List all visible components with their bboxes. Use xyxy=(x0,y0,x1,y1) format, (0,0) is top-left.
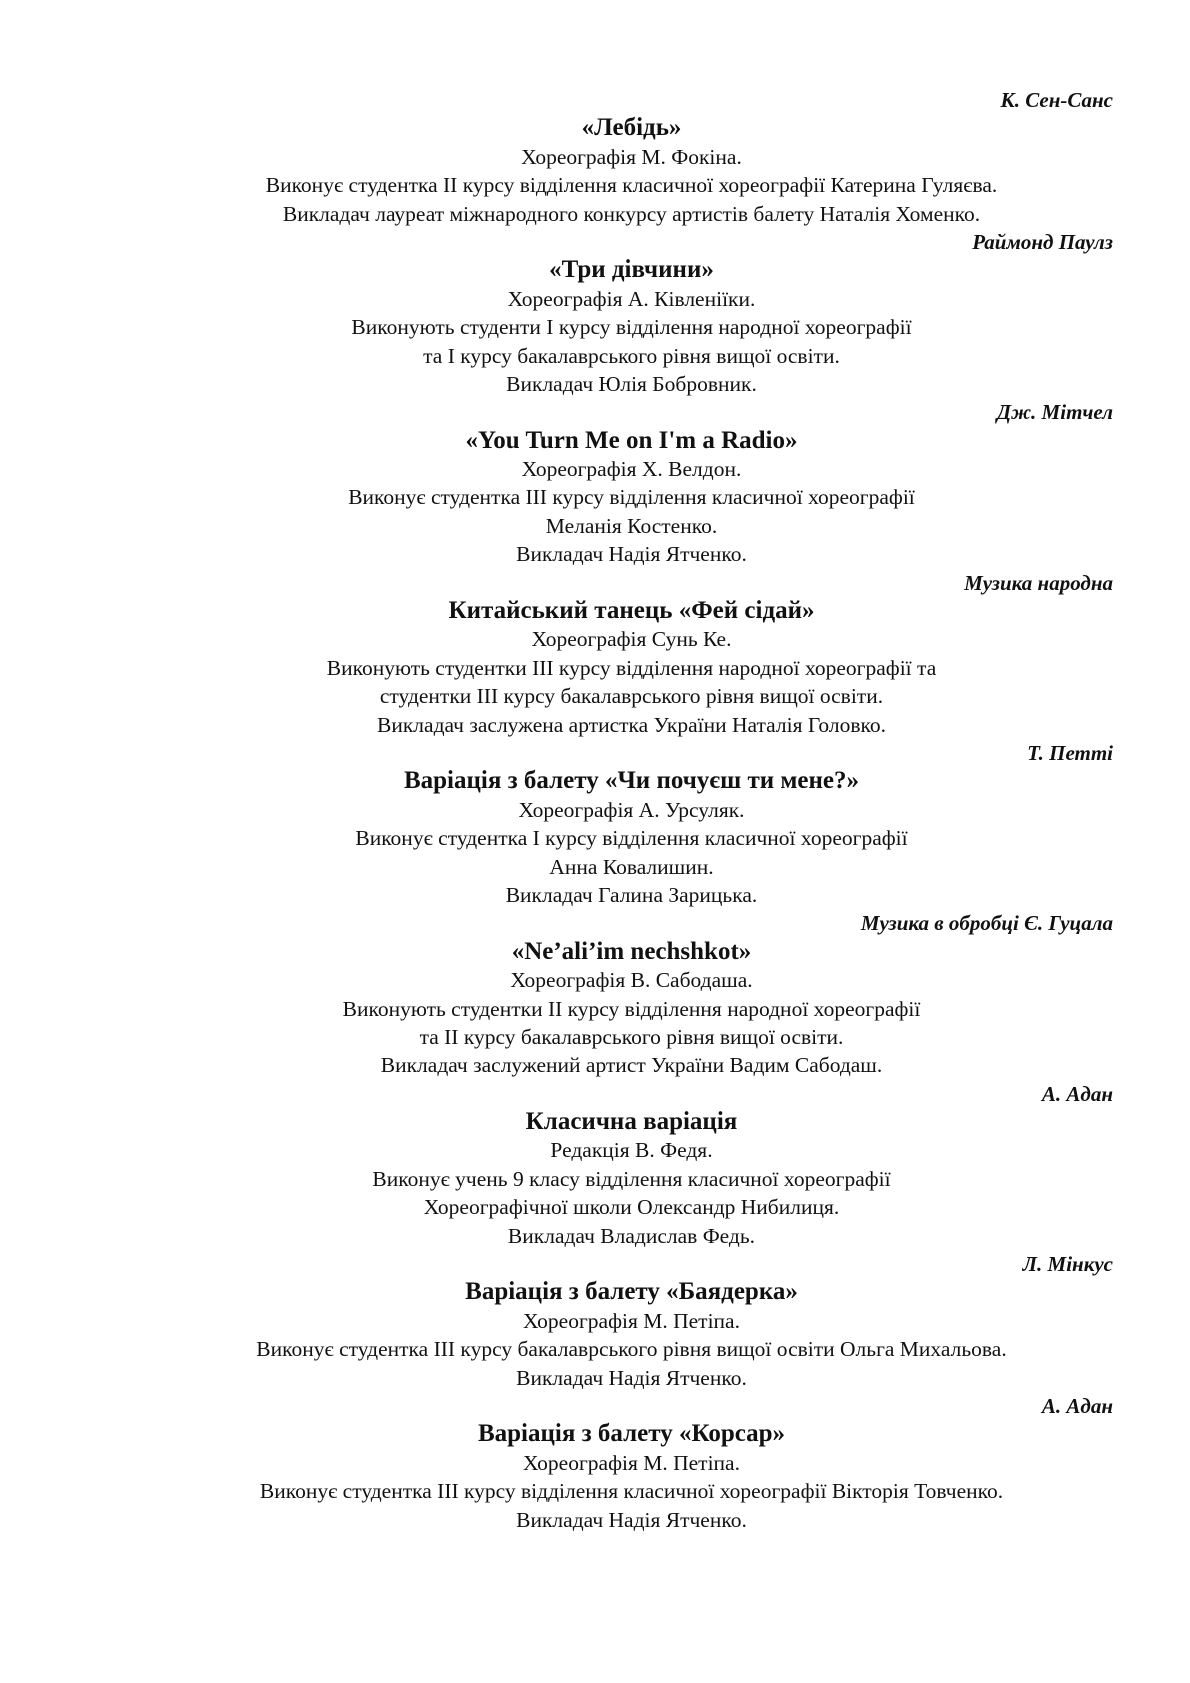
composer-name: А. Адан xyxy=(1041,1393,1113,1418)
piece-title: Варіація з балету «Баядерка» xyxy=(465,1278,798,1306)
composer-name: Дж. Мітчел xyxy=(996,400,1113,425)
credit-line: Хореографія А. Урсуляк. xyxy=(518,797,745,822)
program-item xyxy=(150,228,1113,398)
credit-line: Хореографія Сунь Ке. xyxy=(531,627,732,652)
credit-line: Виконує студентка III курсу відділення класичної хореографії Вікторія Товченко. xyxy=(259,1479,1004,1504)
credit-line: та I курсу бакалаврського рівня вищої освіти. xyxy=(423,343,840,368)
composer-name: Л. Мінкус xyxy=(1022,1252,1113,1277)
credit-line: Редакція В. Федя. xyxy=(550,1138,713,1163)
program-item xyxy=(150,1080,1113,1250)
piece-title: Варіація з балету «Корсар» xyxy=(477,1420,786,1448)
credit-line: та II курсу бакалаврського рівня вищої освіти. xyxy=(419,1024,844,1049)
credit-line: Виконують студенти I курсу відділення народної хореографії xyxy=(351,315,912,340)
piece-title: «Лебідь» xyxy=(581,114,682,142)
program-item xyxy=(150,86,1113,228)
credit-line: Викладач Владислав Федь. xyxy=(507,1223,756,1248)
program-item xyxy=(150,569,1113,739)
credit-line: Виконує студентка III курсу відділення класичної хореографії xyxy=(348,485,915,510)
credit-line: Виконує студентка II курсу відділення класичної хореографії Катерина Гуляєва. xyxy=(265,173,998,198)
credit-line: Хореографія Х. Велдон. xyxy=(521,457,742,482)
composer-name: К. Сен-Санс xyxy=(1000,88,1113,112)
credit-line: Викладач Надія Ятченко. xyxy=(516,1507,747,1532)
credit-line: Виконує студентка I курсу відділення класичної хореографії xyxy=(355,826,908,851)
program-item xyxy=(150,398,1113,568)
piece-title: Варіація з балету «Чи почуєш ти мене?» xyxy=(403,767,860,795)
credit-line: Хореографія А. Ківленіїки. xyxy=(507,286,756,311)
credit-line: Меланія Костенко. xyxy=(545,513,718,538)
composer-name: Т. Петті xyxy=(1027,740,1113,765)
credit-line: Хореографія М. Петіпа. xyxy=(523,1308,740,1333)
credit-line: Викладач Надія Ятченко. xyxy=(516,1365,747,1390)
credit-line: студентки III курсу бакалаврського рівня вищої освіти. xyxy=(379,684,884,709)
program-document xyxy=(150,86,1113,1534)
piece-title: «Три дівчини» xyxy=(549,256,714,284)
piece-title: «You Turn Me on I'm a Radio» xyxy=(465,426,798,454)
composer-name: Раймонд Паулз xyxy=(972,229,1113,254)
credit-line: Хореографія В. Сабодаша. xyxy=(510,968,753,993)
program-item xyxy=(150,1392,1113,1534)
credit-line: Викладач Галина Зарицька. xyxy=(505,882,758,907)
credit-line: Хореографічної школи Олександр Нибилиця. xyxy=(423,1195,840,1220)
credit-line: Виконують студентки III курсу відділення народної хореографії та xyxy=(326,655,937,680)
credit-line: Анна Ковалишин. xyxy=(549,854,714,879)
credit-line: Викладач лауреат міжнародного конкурсу артистів балету Наталія Хоменко. xyxy=(282,201,981,226)
credit-line: Виконують студентки II курсу відділення народної хореографії xyxy=(342,996,921,1021)
credit-line: Хореографія М. Фокіна. xyxy=(521,144,742,169)
program-item xyxy=(150,739,1113,909)
credit-line: Хореографія М. Петіпа. xyxy=(523,1450,740,1475)
credit-line: Викладач заслужена артистка України Наталія Головко. xyxy=(377,712,886,737)
credit-line: Викладач Надія Ятченко. xyxy=(516,542,747,567)
credit-line: Виконує учень 9 класу відділення класичної хореографії xyxy=(372,1166,891,1191)
credit-line: Викладач Юлія Бобровник. xyxy=(506,371,757,396)
program-item xyxy=(150,1250,1113,1392)
composer-name: Музика народна xyxy=(964,570,1113,595)
piece-title: Китайський танець «Фей сідай» xyxy=(448,597,815,625)
program-item xyxy=(150,909,1113,1079)
composer-name: А. Адан xyxy=(1041,1081,1113,1106)
credit-line: Викладач заслужений артист України Вадим Сабодаш. xyxy=(380,1053,883,1078)
piece-title: «Ne’ali’im nechshkot» xyxy=(511,937,752,965)
piece-title: Класична варіація xyxy=(525,1108,738,1136)
credit-line: Виконує студентка III курсу бакалаврського рівня вищої освіти Ольга Михальова. xyxy=(256,1337,1007,1362)
composer-name: Музика в обробці Є. Гуцала xyxy=(860,911,1113,936)
